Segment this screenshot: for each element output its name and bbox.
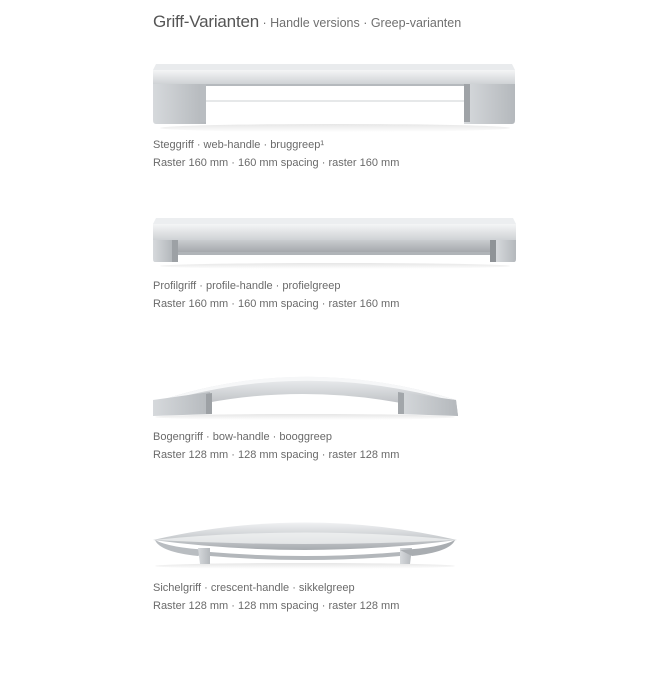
bow-handle-name: Bogengriff · bow-handle · booggreep <box>153 431 332 443</box>
web-handle-caption <box>153 136 399 172</box>
heading-title: Griff-Varianten <box>153 12 259 31</box>
bow-handle-image <box>153 377 458 420</box>
crescent-handle-name: Sichelgriff · crescent-handle · sikkelgreep <box>153 582 355 594</box>
web-handle-spacing: Raster 160 mm · 160 mm spacing · raster 160 mm <box>153 157 400 169</box>
bow-handle-spacing: Raster 128 mm · 128 mm spacing · raster 128 mm <box>153 449 400 461</box>
profile-handle-spacing: Raster 160 mm · 160 mm spacing · raster 160 mm <box>153 298 400 310</box>
web-handle-name: Steggriff · web-handle · bruggreep¹ <box>153 139 325 151</box>
web-handle-image <box>153 64 515 132</box>
profile-handle-name: Profilgriff · profile-handle · profielgreep <box>153 280 341 292</box>
bow-handle-caption <box>153 428 399 464</box>
crescent-handle-caption <box>153 579 399 615</box>
heading-subtitle: · Handle versions · Greep-varianten <box>258 16 462 30</box>
crescent-handle-image <box>153 523 457 570</box>
profile-handle-image <box>153 218 516 269</box>
crescent-handle-spacing: Raster 128 mm · 128 mm spacing · raster 128 mm <box>153 600 400 612</box>
profile-handle-caption <box>153 277 399 313</box>
